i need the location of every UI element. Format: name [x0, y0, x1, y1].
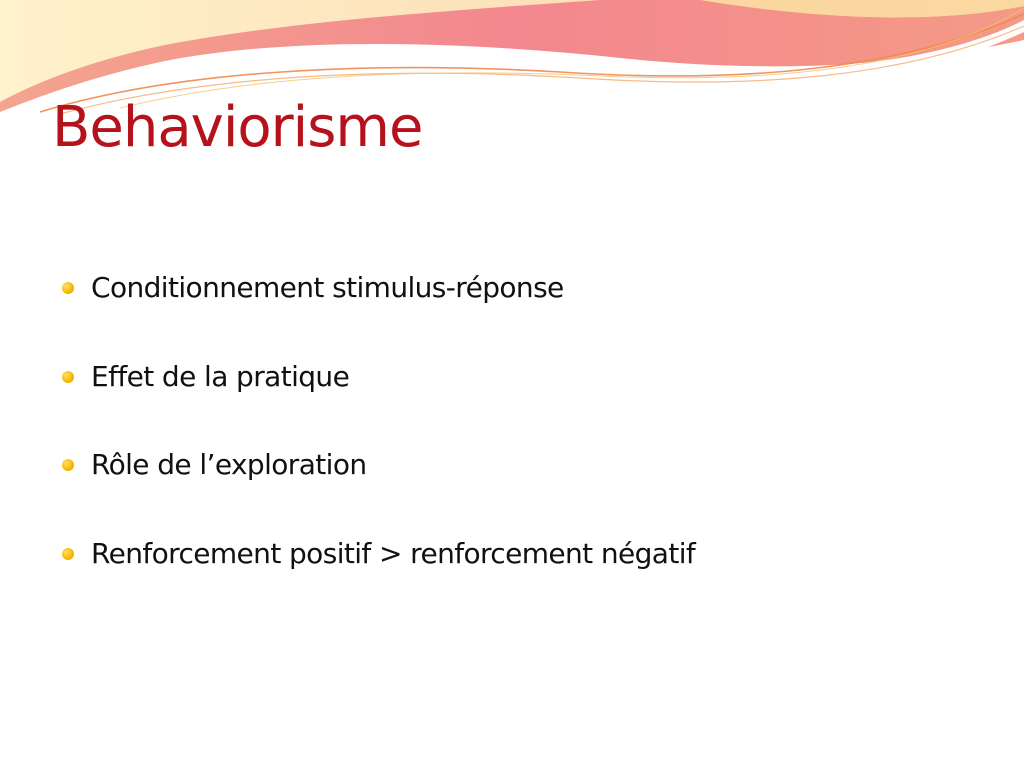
- bullet-text: Rôle de l’exploration: [91, 448, 367, 481]
- bullet-item: [62, 528, 695, 617]
- bullet-dot-icon: [62, 282, 74, 294]
- bullet-text: Effet de la pratique: [91, 359, 350, 393]
- bullet-dot-icon: [62, 371, 74, 383]
- bullet-item: [62, 439, 695, 528]
- bullet-item: [62, 351, 695, 440]
- bullet-text: Renforcement positif > renforcement négatif: [91, 536, 696, 570]
- bullet-item: [62, 262, 695, 351]
- slide-title: Behaviorisme: [52, 95, 423, 160]
- bullet-list: [62, 262, 695, 616]
- bullet-dot-icon: [62, 548, 74, 560]
- bullet-text: Conditionnement stimulus-réponse: [91, 271, 564, 304]
- bullet-dot-icon: [62, 459, 74, 471]
